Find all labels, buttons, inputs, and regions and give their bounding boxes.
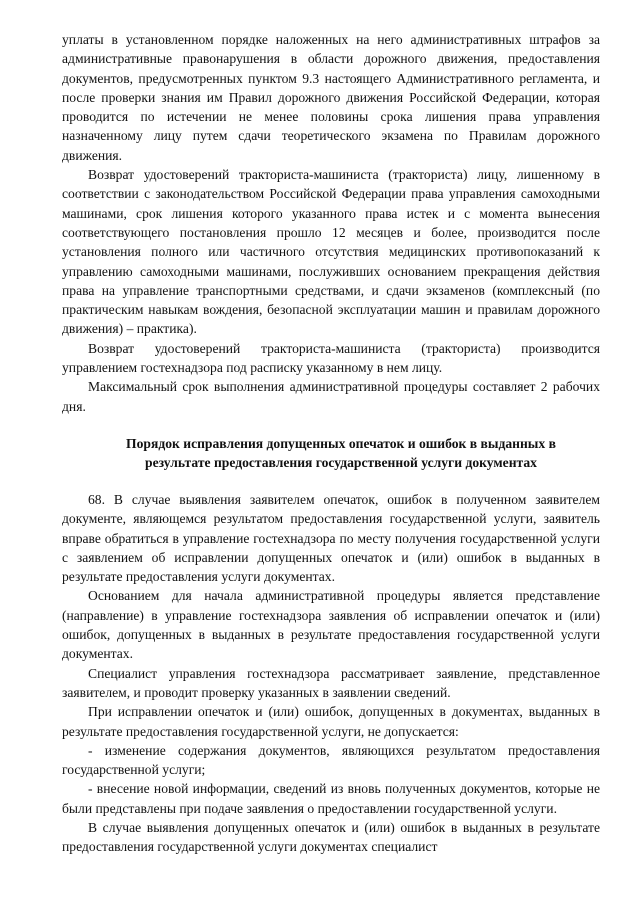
section-heading-line-2: результате предоставления государственной услуги документах — [145, 454, 537, 470]
document-page — [62, 30, 600, 857]
paragraph-penalties: уплаты в установленном порядке наложенных на него административных штрафов за административные правонарушения в области дорожного движения, предоставления документов, предусмотренных пунктом 9.3 настоящего Административного регламента, и после проверки знания им Правил дорожного движения Российской Федерации, которая проводится по истечении не менее половины срока лишения права управления назначенному лицу путем сдачи теоретического экзамена по Правилам дорожного движения. — [62, 32, 600, 163]
paragraph-errors-found: В случае выявления допущенных опечаток и (или) ошибок в выданных в результате предоставления государственной услуги документах специалист — [62, 819, 600, 855]
paragraph-max-duration: Максимальный срок выполнения административной процедуры составляет 2 рабочих дня. — [62, 379, 600, 414]
paragraph-68: 68. В случае выявления заявителем опечаток, ошибок в полученном заявителем документе, являющемся результатом предоставления государственной услуги, заявитель вправе обратиться в управление гостехнадзора по месту получения государственной услуги с заявлением об исправлении допущенных опечаток и (или) ошибок в выданных в результате предоставления услуги документах. — [62, 491, 600, 585]
list-item-content-change: - изменение содержания документов, являющихся результатом предоставления государственной услуги; — [62, 742, 600, 778]
section-heading — [62, 434, 600, 472]
paragraph-specialist-review: Специалист управления гостехнадзора рассматривает заявление, представленное заявителем, и проводит проверку указанных в заявлении сведений. — [62, 665, 600, 700]
paragraph-return-receipt: Возврат удостоверений тракториста-машиниста (тракториста) производится управлением гостехнадзора под расписку указанному в нем лицу. — [62, 340, 600, 376]
paragraph-not-allowed: При исправлении опечаток и (или) ошибок, допущенных в документах, выданных в результате предоставления государственной услуги, не допускается: — [62, 704, 600, 739]
section-heading-line-1: Порядок исправления допущенных опечаток и ошибок в выданных в — [126, 435, 556, 451]
paragraph-license-return: Возврат удостоверений тракториста-машиниста (тракториста) лицу, лишенному в соответствии с законодательством Российской Федерации права управления самоходными машинами, срок лишения которого указанного права истек и с момента вынесения соответствующего постановления прошло 12 месяцев и более, производится после установления полного или частичного отсутствия медицинских противопоказаний к управлению самоходными машинами, послуживших основанием прекращения действия права на управление транспортными средствами, и сдачи экзаменов (комплексный (по практическим навыкам вождения, безопасной эксплуатации машин и правилам дорожного движения) – практика). — [62, 167, 600, 337]
list-item-new-information: - внесение новой информации, сведений из вновь полученных документов, которые не были представлены при подаче заявления о предоставлении государственной услуги. — [62, 781, 600, 816]
paragraph-procedure-basis: Основанием для начала административной процедуры является представление (направление) в управление гостехнадзора заявления об исправлении опечаток и (или) ошибок, допущенных в выданных в результате предоставления государственной услуги документах. — [62, 588, 600, 662]
